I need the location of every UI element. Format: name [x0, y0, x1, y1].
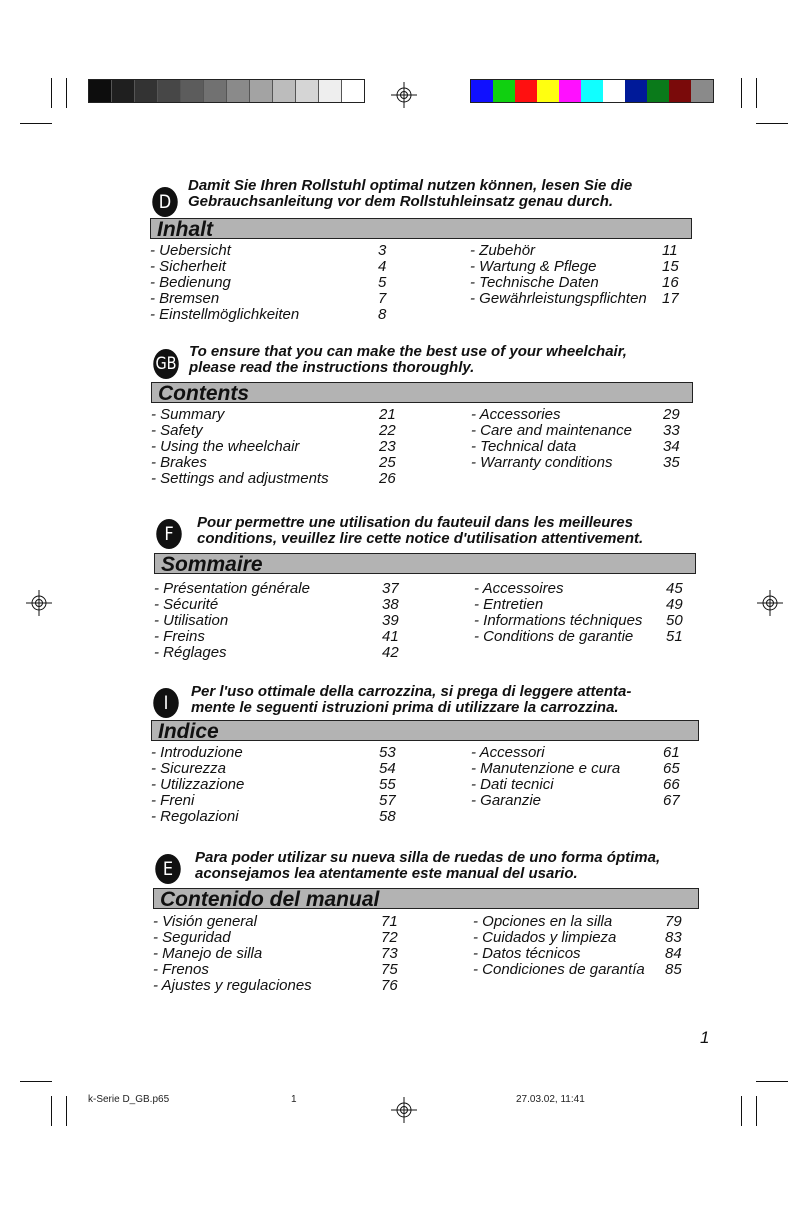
toc-row	[153, 978, 693, 994]
toc-row	[153, 930, 693, 946]
intro-line: Per l'uso ottimale della carrozzina, si prega di leggere attenta-	[191, 683, 632, 700]
registration-mark-icon	[391, 82, 417, 108]
toc-row	[154, 629, 694, 645]
toc-entry-page: 45	[666, 580, 683, 597]
toc-row	[153, 962, 693, 978]
color-calibration-bar	[470, 79, 714, 103]
color-swatch	[669, 80, 691, 102]
language-badge: GB	[153, 349, 179, 379]
toc-row	[154, 645, 694, 661]
toc-entry-page: 84	[665, 945, 682, 962]
toc-row	[151, 407, 691, 423]
toc-entry-page: 55	[379, 776, 396, 793]
color-swatch	[537, 80, 559, 102]
toc-entry-page: 25	[379, 454, 396, 471]
intro-line: To ensure that you can make the best use of your wheelchair,	[189, 343, 627, 360]
toc-entry-page: 75	[381, 961, 398, 978]
color-swatch	[250, 80, 273, 102]
toc-entry-label: - Manutenzione e cura	[471, 760, 621, 777]
toc-entry-page: 72	[381, 929, 398, 946]
language-badge: I	[153, 688, 179, 718]
toc-row	[151, 423, 691, 439]
toc-entry-page: 49	[666, 596, 683, 613]
toc-entry-label: - Bremsen	[150, 290, 220, 307]
toc-entry-label: - Technische Daten	[470, 274, 599, 291]
toc-entry-page: 50	[666, 612, 683, 629]
toc-entry-label: - Sicurezza	[151, 760, 227, 777]
toc-entry-label: - Conditions de garantie	[474, 628, 634, 645]
toc-entry-label: - Care and maintenance	[471, 422, 632, 439]
toc-row	[154, 581, 694, 597]
toc-entry-label: - Freins	[154, 628, 205, 645]
toc-entry-page: 16	[662, 274, 679, 291]
toc-entry-label: - Ajustes y regulaciones	[153, 977, 312, 994]
toc-entry-label: - Einstellmöglichkeiten	[150, 306, 300, 323]
toc-entry-label: - Safety	[151, 422, 203, 439]
toc-entry-page: 38	[382, 596, 399, 613]
toc-row	[153, 946, 693, 962]
color-swatch	[158, 80, 181, 102]
toc-entry-label: - Uebersicht	[150, 242, 231, 259]
toc-entry-label: - Bedienung	[150, 274, 231, 291]
toc-entry-label: - Opciones en la silla	[473, 913, 613, 930]
color-swatch	[273, 80, 296, 102]
toc-entry-page: 65	[663, 760, 680, 777]
section-intro	[189, 344, 709, 376]
color-swatch	[181, 80, 204, 102]
color-swatch	[89, 80, 112, 102]
toc-row	[151, 471, 691, 487]
toc-entry-label: - Sécurité	[154, 596, 219, 613]
section-heading: Sommaire	[154, 553, 696, 574]
toc-entry-label: - Réglages	[154, 644, 227, 661]
color-swatch	[227, 80, 250, 102]
toc-row	[150, 291, 690, 307]
toc-row	[151, 777, 691, 793]
toc-entry-label: - Gewährleistungspflichten	[470, 290, 647, 307]
toc-entry-label: - Datos técnicos	[473, 945, 581, 962]
color-swatch	[319, 80, 342, 102]
toc-entry-label: - Cuidados y limpieza	[473, 929, 617, 946]
registration-mark-icon	[391, 1097, 417, 1123]
color-swatch	[581, 80, 603, 102]
section-intro	[188, 178, 708, 210]
toc-entry-page: 26	[379, 470, 396, 487]
intro-line: Pour permettre une utilisation du fauteuil dans les meilleures	[197, 514, 633, 531]
toc-entry-page: 42	[382, 644, 399, 661]
toc-entry-page: 41	[382, 628, 399, 645]
toc-entry-label: - Entretien	[474, 596, 544, 613]
toc-entry-page: 5	[378, 274, 387, 291]
toc-entry-page: 11	[662, 242, 678, 259]
color-swatch	[559, 80, 581, 102]
toc-entry-label: - Dati tecnici	[471, 776, 554, 793]
toc-entry-label: - Settings and adjustments	[151, 470, 329, 487]
toc-row	[154, 597, 694, 613]
registration-mark-icon	[757, 590, 783, 616]
toc-row	[150, 307, 690, 323]
color-swatch	[603, 80, 625, 102]
footer-filename: k-Serie D_GB.p65	[88, 1094, 170, 1105]
toc-row	[150, 243, 690, 259]
color-swatch	[625, 80, 647, 102]
toc-entry-label: - Manejo de silla	[153, 945, 263, 962]
toc-entry-page: 54	[379, 760, 396, 777]
toc-entry-page: 83	[665, 929, 682, 946]
toc-entry-page: 37	[382, 580, 399, 597]
color-swatch	[647, 80, 669, 102]
toc-entry-page: 57	[379, 792, 396, 809]
toc-entry-page: 17	[662, 290, 679, 307]
intro-line: conditions, veuillez lire cette notice d'utilisation attentivement.	[197, 530, 644, 547]
toc-entry-label: - Condiciones de garantía	[473, 961, 645, 978]
toc-entry-page: 8	[378, 306, 387, 323]
toc-entry-label: - Using the wheelchair	[151, 438, 300, 455]
color-swatch	[204, 80, 227, 102]
toc-entry-label: - Garanzie	[471, 792, 542, 809]
color-swatch	[691, 80, 713, 102]
toc-entry-page: 71	[381, 913, 398, 930]
toc-entry-page: 3	[378, 242, 387, 259]
section-heading: Contenido del manual	[153, 888, 699, 909]
toc-entry-label: - Summary	[151, 406, 225, 423]
toc-row	[153, 914, 693, 930]
toc-entry-page: 33	[663, 422, 680, 439]
section-intro	[191, 684, 711, 716]
section-intro	[195, 850, 715, 882]
toc-entry-page: 73	[381, 945, 398, 962]
color-swatch	[135, 80, 158, 102]
toc-entry-label: - Sicherheit	[150, 258, 226, 275]
toc-entry-label: - Accessori	[471, 744, 545, 761]
toc-entry-page: 29	[663, 406, 680, 423]
intro-line: mente le seguenti istruzioni prima di utilizzare la carrozzina.	[191, 699, 619, 716]
toc-entry-page: 53	[379, 744, 396, 761]
toc-entry-label: - Brakes	[151, 454, 207, 471]
toc-row	[151, 809, 691, 825]
toc-entry-label: - Zubehör	[470, 242, 536, 259]
toc-row	[151, 761, 691, 777]
footer-timestamp: 27.03.02, 11:41	[516, 1094, 585, 1105]
toc-entry-page: 39	[382, 612, 399, 629]
intro-line: Damit Sie Ihren Rollstuhl optimal nutzen können, lesen Sie die	[188, 177, 633, 194]
color-swatch	[112, 80, 135, 102]
toc-row	[151, 439, 691, 455]
section-intro	[197, 515, 717, 547]
toc-entry-page: 21	[379, 406, 396, 423]
color-swatch	[342, 80, 364, 102]
color-swatch	[515, 80, 537, 102]
toc-entry-label: - Freni	[151, 792, 195, 809]
toc-entry-page: 85	[665, 961, 682, 978]
language-badge: E	[155, 854, 181, 884]
toc-entry-label: - Présentation générale	[154, 580, 310, 597]
toc-entry-label: - Accessories	[471, 406, 561, 423]
toc-entry-page: 66	[663, 776, 680, 793]
toc-row	[150, 259, 690, 275]
toc-entry-page: 58	[379, 808, 396, 825]
toc-entry-label: - Accessoires	[474, 580, 564, 597]
registration-mark-icon	[26, 590, 52, 616]
footer-page: 1	[291, 1094, 297, 1105]
toc-entry-page: 79	[665, 913, 682, 930]
toc-entry-page: 15	[662, 258, 679, 275]
toc-entry-label: - Technical data	[471, 438, 577, 455]
toc-row	[154, 613, 694, 629]
section-heading: Inhalt	[150, 218, 692, 239]
language-badge: F	[156, 519, 182, 549]
toc-entry-label: - Visión general	[153, 913, 257, 930]
language-badge: D	[152, 187, 178, 217]
toc-entry-label: - Wartung & Pflege	[470, 258, 597, 275]
intro-line: aconsejamos lea atentamente este manual del usario.	[195, 865, 578, 882]
toc-entry-label: - Frenos	[153, 961, 209, 978]
toc-entry-label: - Introduzione	[151, 744, 243, 761]
toc-entry-page: 22	[379, 422, 396, 439]
toc-row	[151, 793, 691, 809]
color-swatch	[296, 80, 319, 102]
toc-entry-label: - Warranty conditions	[471, 454, 613, 471]
toc-entry-label: - Seguridad	[153, 929, 231, 946]
intro-line: Para poder utilizar su nueva silla de ruedas de uno forma óptima,	[195, 849, 661, 866]
toc-entry-page: 51	[666, 628, 683, 645]
toc-entry-page: 7	[378, 290, 387, 307]
page-number: 1	[700, 1028, 710, 1047]
color-swatch	[471, 80, 493, 102]
toc-entry-page: 23	[379, 438, 396, 455]
toc-entry-label: - Informations téchniques	[474, 612, 643, 629]
intro-line: please read the instructions thoroughly.	[189, 359, 475, 376]
toc-entry-page: 4	[378, 258, 387, 275]
grayscale-calibration-bar	[88, 79, 365, 103]
toc-row	[151, 745, 691, 761]
intro-line: Gebrauchsanleitung vor dem Rollstuhleinsatz genau durch.	[188, 193, 614, 210]
toc-entry-label: - Utilisation	[154, 612, 229, 629]
toc-entry-page: 35	[663, 454, 680, 471]
toc-row	[150, 275, 690, 291]
section-heading: Contents	[151, 382, 693, 403]
toc-row	[151, 455, 691, 471]
toc-entry-page: 67	[663, 792, 680, 809]
section-heading: Indice	[151, 720, 699, 741]
color-swatch	[493, 80, 515, 102]
toc-entry-label: - Utilizzazione	[151, 776, 245, 793]
toc-entry-label: - Regolazioni	[151, 808, 239, 825]
toc-entry-page: 61	[663, 744, 680, 761]
toc-entry-page: 76	[381, 977, 398, 994]
toc-entry-page: 34	[663, 438, 680, 455]
